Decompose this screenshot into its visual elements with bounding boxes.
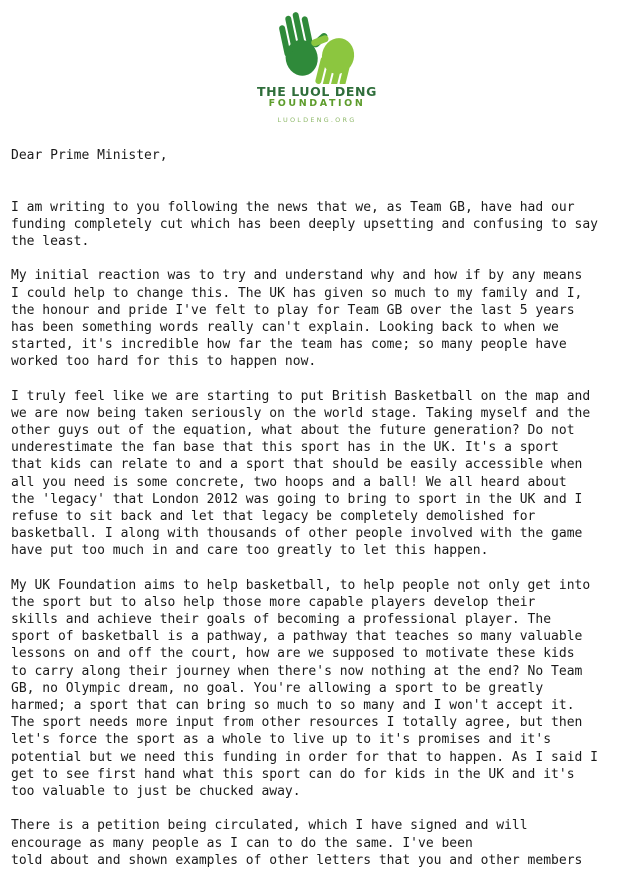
text-line: GB, no Olympic dream, no goal. You're allowing a sport to be greatly (11, 680, 544, 696)
text-line: to carry along their journey when there's now nothing at the end? No Team (11, 663, 583, 679)
text-line: let's force the sport as a whole to live up to it's promises and it's (11, 732, 552, 748)
paragraph (11, 267, 629, 370)
two-hands-icon (262, 4, 372, 84)
letter-paragraphs (11, 199, 629, 869)
letter-body (11, 147, 629, 869)
text-line: My UK Foundation aims to help basketball, to help people not only get into (11, 577, 591, 593)
text-line: potential but we need this funding in order for that to happen. As I said I (11, 749, 598, 765)
foundation-url: LUOLDENG.ORG (277, 116, 357, 124)
text-line: the least. (11, 233, 90, 249)
text-line: the sport but to also help those more capable players develop their (11, 594, 536, 610)
text-line: we are now being taken seriously on the world stage. Taking myself and the (11, 405, 591, 421)
text-line: have put too much in and care too greatly to let this happen. (11, 543, 489, 559)
text-line: There is a petition being circulated, which I have signed and will (11, 818, 528, 834)
paragraph (11, 199, 629, 251)
text-line: refuse to sit back and let that legacy be completely demolished for (11, 508, 536, 524)
text-line: funding completely cut which has been deeply upsetting and confusing to say (11, 216, 598, 232)
foundation-name: THE LUOL DENG (257, 84, 377, 99)
text-line: other guys out of the equation, what about the future generation? Do not (11, 423, 575, 438)
text-line: worked too hard for this to happen now. (11, 354, 317, 370)
paragraph (11, 817, 629, 869)
text-line: has been something words really can't explain. Looking back to when we (11, 319, 559, 335)
text-line: basketball. I along with thousands of other people involved with the game (11, 526, 583, 542)
foundation-subtitle: FOUNDATION (268, 98, 366, 109)
text-line: lessons on and off the court, how are we supposed to motivate these kids (11, 646, 575, 662)
text-line: The sport needs more input from other resources I totally agree, but then (11, 715, 583, 731)
text-line: too valuable to just be chucked away. (11, 783, 301, 799)
paragraph (11, 577, 629, 800)
text-line: skills and achieve their goals of becoming a professional player. The (11, 612, 552, 628)
text-line: started, it's incredible how far the team has come; so many people have (11, 337, 567, 353)
text-line: the 'legacy' that London 2012 was going to bring to sport in the UK and I (11, 491, 583, 507)
text-line: harmed; a sport that can bring so much to so many and I won't accept it. (11, 698, 575, 713)
text-line: My initial reaction was to try and understand why and how if by any means (11, 268, 583, 284)
text-line: sport of basketball is a pathway, a pathway that teaches so many valuable (11, 629, 583, 645)
paragraph (11, 388, 629, 560)
text-line: I am writing to you following the news that we, as Team GB, have had our (11, 199, 575, 215)
foundation-logo (0, 4, 634, 128)
text-line: I truly feel like we are starting to put British Basketball on the map and (11, 388, 591, 404)
text-line: underestimate the fan base that this sport has in the UK. It's a sport (11, 440, 559, 456)
text-line: told about and shown examples of other letters that you and other members (11, 852, 583, 868)
text-line: that kids can relate to and a sport that should be easily accessible when (11, 457, 583, 473)
text-line: all you need is some concrete, two hoops and a ball! We all heard about (11, 474, 567, 490)
salutation: Dear Prime Minister, (11, 148, 168, 163)
text-line: I could help to change this. The UK has given so much to my family and I, (11, 285, 583, 301)
text-line: the honour and pride I've felt to play for Team GB over the last 5 years (11, 302, 575, 318)
text-line: encourage as many people as I can to do the same. I've been (11, 835, 473, 851)
text-line: get to see first hand what this sport can do for kids in the UK and it's (11, 766, 575, 782)
